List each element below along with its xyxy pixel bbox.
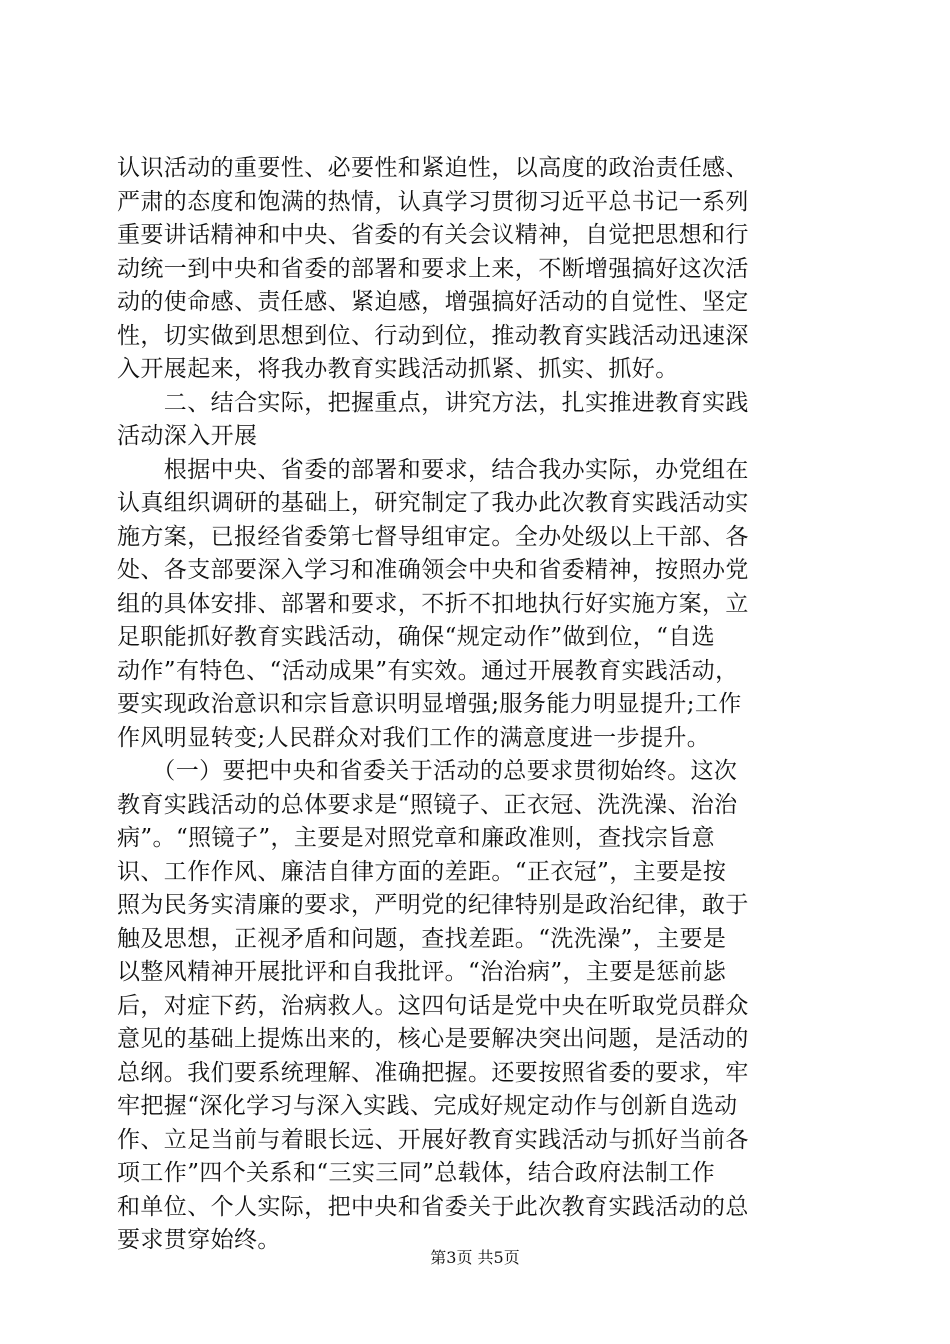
text-line: 病”。“照镜子”，主要是对照党章和廉政准则，查找宗旨意 [117, 825, 716, 851]
text-line: 教育实践活动的总体要求是“照镜子、正衣冠、洗洗澡、治治 [117, 791, 738, 818]
text-line: （一）要把中央和省委关于活动的总要求贯彻始终。这次 [117, 758, 738, 784]
page-footer [0, 1248, 950, 1268]
text-line: 触及思想，正视矛盾和问题，查找差距。“洗洗澡”，主要是 [117, 925, 727, 952]
text-line: 意见的基础上提炼出来的，核心是要解决突出问题，是活动的 [117, 1026, 749, 1052]
text-line: 足职能抓好教育实践活动，确保“规定动作”做到位，“自选 [117, 624, 716, 650]
text-line: 项工作”四个关系和“三实三同”总载体，结合政府法制工作 [117, 1160, 716, 1186]
text-line: 牢把握“深化学习与深入实践、完成好规定动作与创新自选动 [117, 1093, 738, 1119]
text-line: 要实现政治意识和宗旨意识明显增强;服务能力明显提升;工作 [117, 691, 742, 717]
document-body [117, 152, 842, 1258]
text-line: 要求贯穿始终。 [117, 1227, 281, 1253]
text-line: 总纲。我们要系统理解、准确把握。还要按照省委的要求，牢 [117, 1059, 749, 1086]
text-line: 入开展起来，将我办教育实践活动抓紧、抓实、抓好。 [117, 356, 679, 382]
section-heading-line: 活动深入开展 [117, 423, 258, 449]
text-line: 动的使命感、责任感、紧迫感，增强搞好活动的自觉性、坚定 [117, 289, 749, 315]
text-line: 施方案，已报经省委第七督导组审定。全办处级以上干部、各 [117, 523, 749, 550]
section-heading-line: 二、结合实际，把握重点，讲究方法，扎实推进教育实践 [117, 389, 749, 416]
text-line: 和单位、个人实际，把中央和省委关于此次教育实践活动的总 [117, 1193, 749, 1220]
text-line: 根据中央、省委的部署和要求，结合我办实际，办党组在 [117, 456, 749, 483]
text-line: 以整风精神开展批评和自我批评。“治治病”，主要是惩前毖 [117, 959, 727, 985]
text-line: 处、各支部要深入学习和准确领会中央和省委精神，按照办党 [117, 557, 749, 583]
text-line: 动统一到中央和省委的部署和要求上来，不断增强搞好这次活 [117, 255, 749, 282]
text-line: 组的具体安排、部署和要求，不折不扣地执行好实施方案，立 [117, 590, 749, 617]
text-line: 认真组织调研的基础上，研究制定了我办此次教育实践活动实 [117, 490, 749, 516]
text-line: 性，切实做到思想到位、行动到位，推动教育实践活动迅速深 [117, 322, 749, 349]
text-line: 认识活动的重要性、必要性和紧迫性，以高度的政治责任感、 [117, 155, 749, 181]
text-line: 照为民务实清廉的要求，严明党的纪律特别是政治纪律，敢于 [117, 892, 749, 918]
text-line: 作、立足当前与着眼长远、开展好教育实践活动与抓好当前各 [117, 1126, 749, 1153]
page-number: 第3页 共5页 [430, 1248, 520, 1267]
text-line: 作风明显转变;人民群众对我们工作的满意度进一步提升。 [117, 724, 711, 751]
text-line: 后，对症下药，治病救人。这四句话是党中央在听取党员群众 [117, 992, 749, 1019]
text-line: 动作”有特色、“活动成果”有实效。通过开展教育实践活动， [117, 657, 739, 684]
text-line: 重要讲话精神和中央、省委的有关会议精神，自觉把思想和行 [117, 222, 749, 248]
text-line: 严肃的态度和饱满的热情，认真学习贯彻习近平总书记一系列 [117, 188, 749, 215]
text-line: 识、工作作风、廉洁自律方面的差距。“正衣冠”，主要是按 [117, 858, 727, 885]
